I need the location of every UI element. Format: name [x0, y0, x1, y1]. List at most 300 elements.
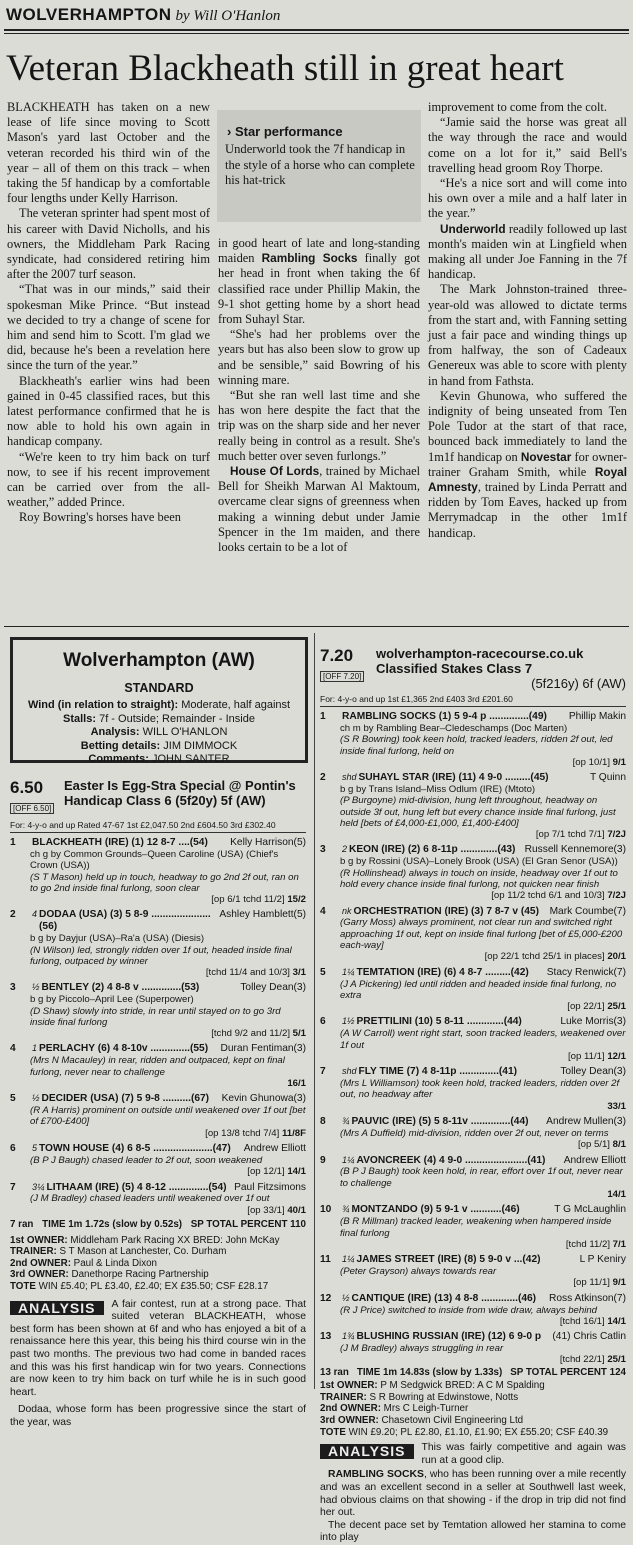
entry-line	[10, 1043, 306, 1055]
entry-details	[340, 856, 626, 901]
sp-odds: 20/1	[607, 951, 626, 963]
starting-price	[30, 1205, 306, 1216]
comment: (B P J Baugh) took keen hold, in rear, effort over 1f out, never near to challenge	[340, 1166, 623, 1189]
star-performance-box	[217, 110, 421, 222]
sp-odds: 33/1	[607, 1100, 626, 1112]
winning-margin: shd	[342, 772, 357, 783]
pedigree: ch m by Rambling Bear–Cledeschamps (Doc Marten)	[340, 722, 568, 734]
starting-price	[340, 890, 626, 901]
finish-position: 7	[10, 1181, 16, 1193]
connection-line	[320, 1415, 626, 1427]
finish-position: 2	[320, 772, 326, 784]
comment: (D Shaw) slowly into stride, in rear until stayed on to go 3rd inside final furlong	[30, 1005, 281, 1028]
horse-name: BLACKHEATH (IRE) (1) 12 8-7 ....(54)	[32, 837, 208, 848]
jockey: Tolley Dean(3)	[560, 1066, 626, 1078]
comment: (B P J Baugh) chased leader to 2f out, soon weakened	[30, 1154, 263, 1166]
race-name: wolverhampton-racecourse.co.uk Classified Stakes Class 7	[376, 646, 584, 676]
race-entry	[10, 1093, 306, 1139]
jockey: T Quinn	[589, 772, 626, 784]
entry-line	[10, 1093, 306, 1105]
jockey: Andrew Mullen(3)	[546, 1116, 626, 1128]
article-text: “She's had her problems over the years but has also been slow to grow up and be sensible,” said Bowring of his winning mare.	[218, 327, 420, 387]
entry-details	[340, 917, 626, 962]
winning-margin: ¾	[342, 1204, 350, 1215]
jockey: Mark Coumbe(7)	[549, 905, 626, 917]
race-entry	[320, 772, 626, 840]
meeting-line-label: Analysis:	[90, 726, 140, 739]
finish-position: 5	[320, 966, 326, 978]
entry-details	[340, 979, 626, 1013]
starting-price	[30, 1128, 306, 1139]
horse-name: PRETTILINI (10) 5 8-11 .............(44)	[356, 1016, 522, 1028]
pedigree: b g by Rossini (USA)–Lonely Brook (USA) (El Gran Senor (USA))	[340, 856, 618, 868]
connection-value: WIN £9.20; PL £2.80, £1.10, £1.90; EX £55.20; CSF £40.39	[345, 1426, 609, 1438]
race-name: Easter Is Egg-Stra Special @ Pontin's Handicap Class 6 (5f20y) 5f (AW)	[64, 778, 296, 808]
finish-position: 11	[320, 1254, 331, 1266]
entry-details	[340, 1078, 626, 1112]
comment: (Mrs A Duffield) mid-division, ridden over 2f out, never on terms	[340, 1127, 609, 1139]
winning-margin: 1	[32, 1043, 38, 1054]
article-paragraph	[218, 236, 420, 327]
article-text: Kevin Ghunowa, who suffered the indignity of being unseated from Ten Pole Tudor at the start of that race, bounced back immediately to land the 1m1f handicap on	[428, 388, 627, 464]
connection-value: Middleham Park Racing XX BRED: John McKay	[67, 1234, 280, 1246]
comment: (Garry Moss) always prominent, not clear run and switched right approaching 1f out, kept on inside final furlong [bet of £5,000-£200 each-way]	[340, 917, 623, 952]
starting-price	[340, 1239, 626, 1250]
connection-value: P M Sedgwick BRED: A C M Spalding	[377, 1380, 545, 1392]
horse-name: House Of Lords	[230, 464, 320, 479]
sp-odds: 40/1	[287, 1204, 306, 1216]
analysis-more: The decent pace set by Temtation allowed her stamina to come into play	[320, 1519, 626, 1544]
sp-range: [op 11/1]	[573, 1277, 610, 1289]
race-entry	[320, 711, 626, 768]
meeting-line-label: Wind (in relation to straight):	[27, 699, 179, 711]
comment: (J A Pickering) led until ridden and headed inside final furlong, no extra	[340, 978, 617, 1001]
race-1-connections	[10, 1235, 306, 1293]
connection-line	[320, 1380, 626, 1392]
sp-odds: 15/2	[287, 894, 306, 906]
article-paragraph: “We're keen to try him back on turf now, to see if his recent improvement can be carried over from the all-weather,” added Prince.	[7, 449, 210, 510]
starting-price	[340, 1316, 626, 1327]
analysis-more: Dodaa, whose form has been progressive since the start of the year, was	[10, 1404, 306, 1428]
race-entry	[320, 1016, 626, 1062]
header-rule-thin	[4, 33, 629, 34]
horse-name: BENTLEY (2) 4 8-8 v ..............(53)	[41, 982, 200, 994]
race-1-summary	[10, 1219, 306, 1231]
starting-price	[340, 1354, 626, 1365]
entry-details	[30, 1055, 306, 1089]
sp-odds: 14/1	[287, 1166, 306, 1178]
section-title: WOLVERHAMPTON	[6, 5, 172, 24]
entry-details	[340, 784, 626, 840]
entry-line	[320, 1293, 626, 1305]
connection-value: Paul & Linda Dixon	[70, 1257, 158, 1269]
comment: (N Wilson) led, strongly ridden over 1f out, headed inside final furlong, outpaced by winner	[30, 944, 292, 967]
sp-odds: 9/1	[612, 756, 626, 768]
entry-line	[320, 1016, 626, 1028]
jockey: Duran Fentiman(3)	[220, 1043, 306, 1055]
finish-position: 7	[320, 1066, 326, 1078]
article-text: “He's a nice sort and will come into his own over a mile and a half later in the year.”	[428, 176, 627, 221]
winning-margin: 1½	[342, 1016, 355, 1027]
horse-name: BLUSHING RUSSIAN (IRE) (12) 6 9-0 p	[356, 1331, 542, 1343]
sp-odds: 14/1	[607, 1189, 626, 1201]
entry-details	[30, 994, 306, 1039]
meeting-line-value: JOHN SANTER	[148, 753, 230, 766]
sp-range: [op 11/1]	[568, 1050, 605, 1062]
meeting-line	[13, 726, 305, 740]
connection-label: TRAINER:	[10, 1246, 57, 1258]
analysis-text: A fair contest, run at a strong pace. That suited veteran BLACKHEATH, whose best form has been shown at 6f and who has enjoyed a bit of a renaissance here this year, this being his third course win in the past two months. The previous two had come in banded races and this was his first handicap win for two years. Connections are now keen to try him back on turf while he is in such good heart.	[10, 1298, 306, 1398]
off-time: [OFF 6.50]	[10, 803, 54, 814]
jockey: Kelly Harrison(5)	[230, 837, 306, 848]
entry-line	[320, 1331, 626, 1343]
horse-name: TOWN HOUSE (4) 6 8-5 .....................(47)	[39, 1143, 231, 1155]
article-paragraph: Blackheath's earlier wins had been gained in 0-45 classified races, but this latest performance confirmed that he is now able to hold his own again in handicap company.	[7, 373, 210, 449]
starting-price	[340, 1189, 626, 1200]
horse-name: DODAA (USA) (3) 5 8-9 .....................(56)	[39, 909, 211, 933]
connection-value: S T Mason at Lanchester, Co. Durham	[56, 1246, 227, 1258]
race-2-analysis	[320, 1442, 626, 1545]
jockey: Stacy Renwick(7)	[546, 966, 626, 978]
entry-line	[10, 909, 306, 933]
jockey: Luke Morris(3)	[560, 1016, 626, 1028]
comment: (R Hollinshead) always in touch on inside, headway over 1f out to hold every chance inside final furlong, not quicken near finish	[340, 867, 618, 890]
race-entry	[10, 1182, 306, 1217]
article-column-1	[7, 100, 210, 620]
winning-margin: 1¾	[342, 1331, 355, 1342]
sp-odds: 7/2J	[607, 890, 626, 902]
finish-position: 4	[320, 905, 326, 917]
jockey: (41) Chris Catlin	[552, 1331, 626, 1343]
horse-name: AVONCREEK (4) 4 9-0 ......................(41)	[356, 1154, 546, 1166]
finish-position: 8	[320, 1116, 326, 1128]
horse-name: PAUVIC (IRE) (5) 5 8-11v ..............(44)	[351, 1116, 529, 1128]
entry-details	[30, 1193, 306, 1216]
race-time: TIME 1m 1.72s (slow by 0.52s)	[42, 1219, 183, 1231]
entry-details	[340, 1128, 626, 1151]
pedigree: b g by Trans Island–Miss Odlum (IRE) (Mtoto)	[340, 784, 536, 795]
connection-line	[320, 1427, 626, 1439]
jockey: T G McLaughlin	[554, 1204, 626, 1216]
column-divider	[314, 633, 315, 1389]
connection-label: TOTE	[10, 1281, 36, 1293]
jockey: Andrew Elliott	[563, 1154, 626, 1166]
star-performance-body: Underworld took the 7f handicap in the style of a horse who can complete his hat-trick	[225, 142, 415, 187]
entry-details	[30, 1105, 306, 1139]
headline: Veteran Blackheath still in great heart	[6, 48, 564, 89]
article-column-2	[218, 236, 420, 620]
winning-margin: ¾	[342, 1116, 350, 1127]
finish-position: 3	[10, 982, 16, 994]
race-time: 6.50	[10, 778, 44, 797]
jockey: Kevin Ghunowa(3)	[221, 1093, 306, 1105]
entry-line	[320, 711, 626, 723]
sp-range: [op 22/1]	[567, 1001, 605, 1013]
finish-position: 4	[10, 1043, 16, 1055]
pedigree: b g by Piccolo–April Lee (Superpower)	[30, 994, 194, 1006]
sp-odds: 9/1	[612, 1277, 626, 1289]
going: STANDARD	[124, 681, 194, 695]
entry-line	[10, 837, 306, 849]
race-entry	[320, 1331, 626, 1366]
starting-price	[340, 1001, 626, 1012]
entry-line	[320, 1155, 626, 1167]
meeting-line	[13, 753, 305, 767]
connection-line	[10, 1269, 306, 1281]
race-entry	[320, 1116, 626, 1151]
entry-details	[340, 1343, 626, 1366]
sp-odds: 14/1	[607, 1315, 626, 1327]
jockey: L P Keniry	[579, 1254, 626, 1266]
race-entry	[320, 844, 626, 901]
sp-range: [op 10/1]	[572, 756, 610, 768]
finish-position: 12	[320, 1292, 332, 1304]
comment: (R A Harris) prominent on outside until weakened over 1f out [bet of £700-£400]	[30, 1105, 306, 1128]
horse-name: PERLACHY (6) 4 8-10v ..............(55)	[39, 1043, 209, 1055]
race-6-50	[10, 778, 306, 1430]
meeting-line-label: Betting details:	[80, 739, 161, 752]
sp-range: [tchd 11/2]	[565, 1238, 610, 1250]
finish-position: 1	[10, 837, 16, 848]
connection-label: 2nd OWNER:	[320, 1403, 381, 1415]
race-entry	[320, 967, 626, 1013]
comment: (J M Bradley) chased leaders until weakened over 1f out	[30, 1193, 270, 1205]
pedigree: ch g by Common Grounds–Queen Caroline (USA) (Chief's Crown (USA))	[30, 848, 279, 872]
starting-price	[340, 1277, 626, 1288]
winning-margin: 2	[342, 844, 348, 855]
race-time: TIME 1m 14.83s (slow by 1.33s)	[356, 1366, 503, 1378]
article-text: in good heart of late and long-standing maiden	[218, 236, 420, 266]
horse-name: DECIDER (USA) (7) 5 9-8 ..........(67)	[41, 1093, 210, 1105]
entry-details	[30, 849, 306, 905]
race-entry	[320, 1293, 626, 1328]
finish-position: 6	[320, 1016, 326, 1028]
article-paragraph	[428, 115, 627, 176]
finish-position: 1	[320, 711, 326, 722]
jockey: Andrew Elliott	[243, 1143, 306, 1155]
header-rule	[4, 29, 629, 31]
article-paragraph	[218, 464, 420, 555]
article-column-3	[428, 100, 627, 620]
winning-margin: 5	[32, 1143, 38, 1154]
race-entry	[320, 906, 626, 963]
sp-range: [tchd 16/1]	[559, 1315, 605, 1327]
sp-odds: 7/1	[612, 1238, 626, 1250]
article-paragraph: The veteran sprinter had spent most of his career with David Nicholls, and his owners, the Middleham Park Racing syndicate, had considered retiring him after the 2007 turf season.	[7, 206, 210, 282]
connection-value: Mrs C Leigh-Turner	[380, 1403, 469, 1415]
winning-margin: nk	[342, 905, 352, 916]
winning-margin: ½	[342, 1292, 350, 1303]
meeting-line	[13, 713, 305, 727]
entry-line	[320, 844, 626, 856]
horse-name: MONTZANDO (9) 5 9-1 v ...........(46)	[351, 1204, 520, 1216]
connection-line	[320, 1403, 626, 1415]
starting-price	[30, 1028, 306, 1039]
comment: (Mrs N Macauley) in rear, ridden and outpaced, kept on final furlong, never near to challenge	[30, 1055, 285, 1078]
connection-value: Chasetown Civil Engineering Ltd	[378, 1415, 524, 1427]
race-entry	[10, 1143, 306, 1178]
finish-position: 5	[10, 1093, 16, 1105]
sp-odds: 3/1	[292, 967, 306, 979]
jockey: Ross Atkinson(7)	[548, 1292, 626, 1304]
article-paragraph	[428, 389, 627, 541]
horse-name: ORCHESTRATION (IRE) (3) 7 8-7 v (45)	[353, 905, 539, 917]
entry-line	[320, 906, 626, 918]
meeting-details	[13, 699, 305, 767]
article-text: readily followed up last month's maiden win at Lingfield when making all under Joe Fanning in the 7f handicap.	[428, 221, 627, 282]
sp-range: [tchd 22/1]	[559, 1354, 605, 1366]
jockey: Tolley Dean(3)	[240, 982, 306, 994]
connection-line	[10, 1246, 306, 1258]
finish-position: 3	[320, 844, 326, 856]
entry-details	[340, 1266, 626, 1289]
starting-price	[340, 829, 626, 840]
meeting-line-label: Stalls:	[63, 712, 97, 725]
meeting-line-value: 7f - Outside; Remainder - Inside	[96, 712, 255, 725]
entry-line	[320, 1204, 626, 1216]
meeting-line-value: WILL O'HANLON	[139, 726, 228, 739]
race-1-entries	[10, 837, 306, 1216]
race-entry	[320, 1155, 626, 1201]
connection-value: WIN £5.40; PL £3.40, £2.40; EX £35.50; CSF £28.17	[35, 1281, 269, 1293]
section-header	[6, 5, 280, 25]
off-time: [OFF 7.20]	[320, 671, 364, 682]
connection-label: 3rd OWNER:	[320, 1415, 379, 1427]
comment: (Mrs L Williamson) took keen hold, tracked leaders, ridden over 2f out, no headway after	[340, 1078, 620, 1101]
comment: (R J Price) switched to inside from wide draw, always behind	[340, 1304, 598, 1316]
race-entry	[10, 837, 306, 905]
starting-price	[30, 1078, 306, 1089]
article-text: The Mark Johnston-trained three-year-old was allowed to dictate terms from the start and, with Fanning setting just a fair pace and winding things up from halfway, the son of Cadeaux Genereux was able to score with plenty in hand from Fathsta.	[428, 282, 627, 388]
meeting-name: Wolverhampton (AW)	[63, 650, 255, 671]
article-text: improvement to come from the colt.	[428, 100, 607, 114]
race-sptp: SP TOTAL PERCENT 124	[510, 1366, 626, 1378]
horse-name: SUHAYL STAR (IRE) (11) 4 9-0 .........(45)	[358, 772, 549, 784]
connection-label: 1st OWNER:	[320, 1380, 378, 1392]
race-conditions: For: 4-y-o and up 1st £1,365 2nd £403 3rd £201.60	[320, 694, 626, 707]
horse-name: KEON (IRE) (2) 6 8-11p .............(43)	[349, 844, 516, 856]
sp-odds: 12/1	[607, 1050, 626, 1062]
article-paragraph	[428, 176, 627, 222]
sp-range: [tchd 9/2 and 11/2]	[211, 1028, 290, 1040]
horse-name: LITHAAM (IRE) (5) 4 8-12 ..............(54)	[46, 1181, 227, 1193]
winning-margin: 1¼	[342, 1254, 355, 1265]
race-distance: (5f216y) 6f (AW)	[531, 676, 626, 691]
jockey: Phillip Makin	[568, 711, 626, 722]
analysis-text-2: , who has been running over a mile recently and was an excellent second in a seller at Southwell last week, had obvious claims on that showing - if the drop in trip did not find her out.	[320, 1469, 627, 1519]
sp-odds: 16/1	[287, 1077, 306, 1089]
winning-margin: ½	[32, 1093, 40, 1104]
entry-details	[340, 1166, 626, 1200]
entry-details	[30, 1155, 306, 1178]
connection-value: S R Bowring at Edwinstowe, Notts	[366, 1391, 519, 1403]
race-entry	[10, 909, 306, 978]
finish-position: 2	[10, 909, 16, 921]
horse-name: TEMTATION (IRE) (6) 4 8-7 .........(42)	[356, 966, 529, 978]
connection-line	[10, 1235, 306, 1247]
entry-line	[320, 1254, 626, 1266]
sp-odds: 11/8F	[281, 1127, 306, 1139]
entry-details	[340, 723, 626, 768]
entry-details	[30, 933, 306, 978]
article-text: , trained by Michael Bell for Sheikh Marwan Al Maktoum, overcame clear signs of greenness when making a winning debut under Jamie Spencer in the 1m maiden, and there looks certain to be a lot of	[218, 464, 421, 555]
article-paragraph	[428, 100, 627, 115]
starting-price	[340, 1139, 626, 1150]
connection-label: 2nd OWNER:	[10, 1257, 71, 1269]
sp-range: [op 11/2 tchd 6/1 and 10/3]	[491, 890, 605, 902]
connection-line	[320, 1392, 626, 1404]
connection-label: 1st OWNER:	[10, 1234, 68, 1246]
comment: (S T Mason) held up in touch, headway to go 2nd 2f out, ran on to go 2nd inside final furlong, soon clear	[30, 871, 299, 894]
analysis-text: This was fairly competitive and again was run at a good clip.	[421, 1442, 626, 1466]
starting-price	[30, 894, 306, 905]
meeting-line-value: Moderate, half against	[178, 699, 291, 711]
sp-range: [op 22/1 tchd 25/1 in places]	[484, 951, 605, 963]
meeting-line	[13, 740, 305, 754]
horse-name: Royal Amnesty	[428, 464, 627, 495]
race-2-connections	[320, 1380, 626, 1438]
jockey: Russell Kennemore(3)	[524, 844, 626, 856]
starting-price	[340, 951, 626, 962]
article-paragraph: Roy Bowring's horses have been	[19, 510, 181, 525]
article-text: “But she ran well last time and she has won here despite the fact that the trip was on the sharp side and her never really being in control as a result. She's much better over seven furlongs.”	[218, 388, 420, 463]
winning-margin: 3¼	[32, 1181, 45, 1192]
connection-label: TOTE	[320, 1426, 346, 1438]
race-time: 7.20	[320, 646, 354, 665]
sp-odds: 7/2J	[607, 829, 626, 841]
sp-odds: 25/1	[607, 1001, 626, 1013]
connection-line	[10, 1258, 306, 1270]
entry-line	[10, 1182, 306, 1194]
comment: (Peter Grayson) always towards rear	[340, 1266, 497, 1278]
starting-price	[30, 1166, 306, 1177]
horse-name: RAMBLING SOCKS (1) 5 9-4 p ..............(49)	[342, 711, 547, 722]
race-entry	[320, 1254, 626, 1289]
connection-value: Danethorpe Racing Partnership	[68, 1269, 209, 1281]
starting-price	[340, 1101, 626, 1112]
comment: (P Burgoyne) mid-division, hung left throughout, headway on outside 3f out, hung left but every chance inside final furlong, just held [bets of £4,000-£1,000, £1,400-£400]	[340, 795, 616, 829]
sp-range: [op 6/1 tchd 11/2]	[211, 894, 285, 906]
entry-line	[320, 1066, 626, 1078]
horse-name: Novestar	[520, 449, 572, 464]
horse-name: Rambling Socks	[261, 251, 358, 266]
entry-line	[320, 1116, 626, 1128]
sp-range: [op 7/1 tchd 7/1]	[535, 829, 605, 841]
winning-margin: 1¼	[342, 966, 355, 977]
finish-position: 6	[10, 1143, 16, 1155]
meeting-line-value: JIM DIMMOCK	[160, 739, 238, 752]
race-entry	[320, 1204, 626, 1250]
race-entry	[10, 1043, 306, 1089]
race-1-analysis	[10, 1299, 306, 1430]
starting-price	[340, 757, 626, 768]
horse-name: JAMES STREET (IRE) (8) 5 9-0 v ...(42)	[356, 1254, 541, 1266]
race-conditions: For: 4-y-o and up Rated 47-67 1st £2,047.50 2nd £604.50 3rd £302.40	[10, 820, 306, 833]
article-text: “Jamie said the horse was great all the way through the race and would come on a lot for it,” said Bell's travelling head groom Roy Thorpe.	[428, 115, 627, 175]
race-ran: 7 ran	[10, 1219, 34, 1231]
sp-range: [tchd 11/4 and 10/3]	[205, 967, 290, 979]
starting-price	[340, 1051, 626, 1062]
meeting-info-box	[10, 637, 308, 766]
winning-margin: shd	[342, 1066, 357, 1077]
race-sptp: SP TOTAL PERCENT 110	[190, 1219, 306, 1231]
article-paragraph: BLACKHEATH has taken on a new lease of life since moving to Scott Mason's yard last October and the veteran recorded his third win of the year – all of them on this track – when taking the 5f handicap by a comfortable four lengths under Kelly Harrison.	[7, 100, 210, 206]
jockey: Paul Fitzsimons	[234, 1181, 306, 1193]
entry-line	[10, 1143, 306, 1155]
finish-position: 9	[320, 1154, 326, 1166]
entry-line	[10, 982, 306, 994]
starting-price	[30, 967, 306, 978]
